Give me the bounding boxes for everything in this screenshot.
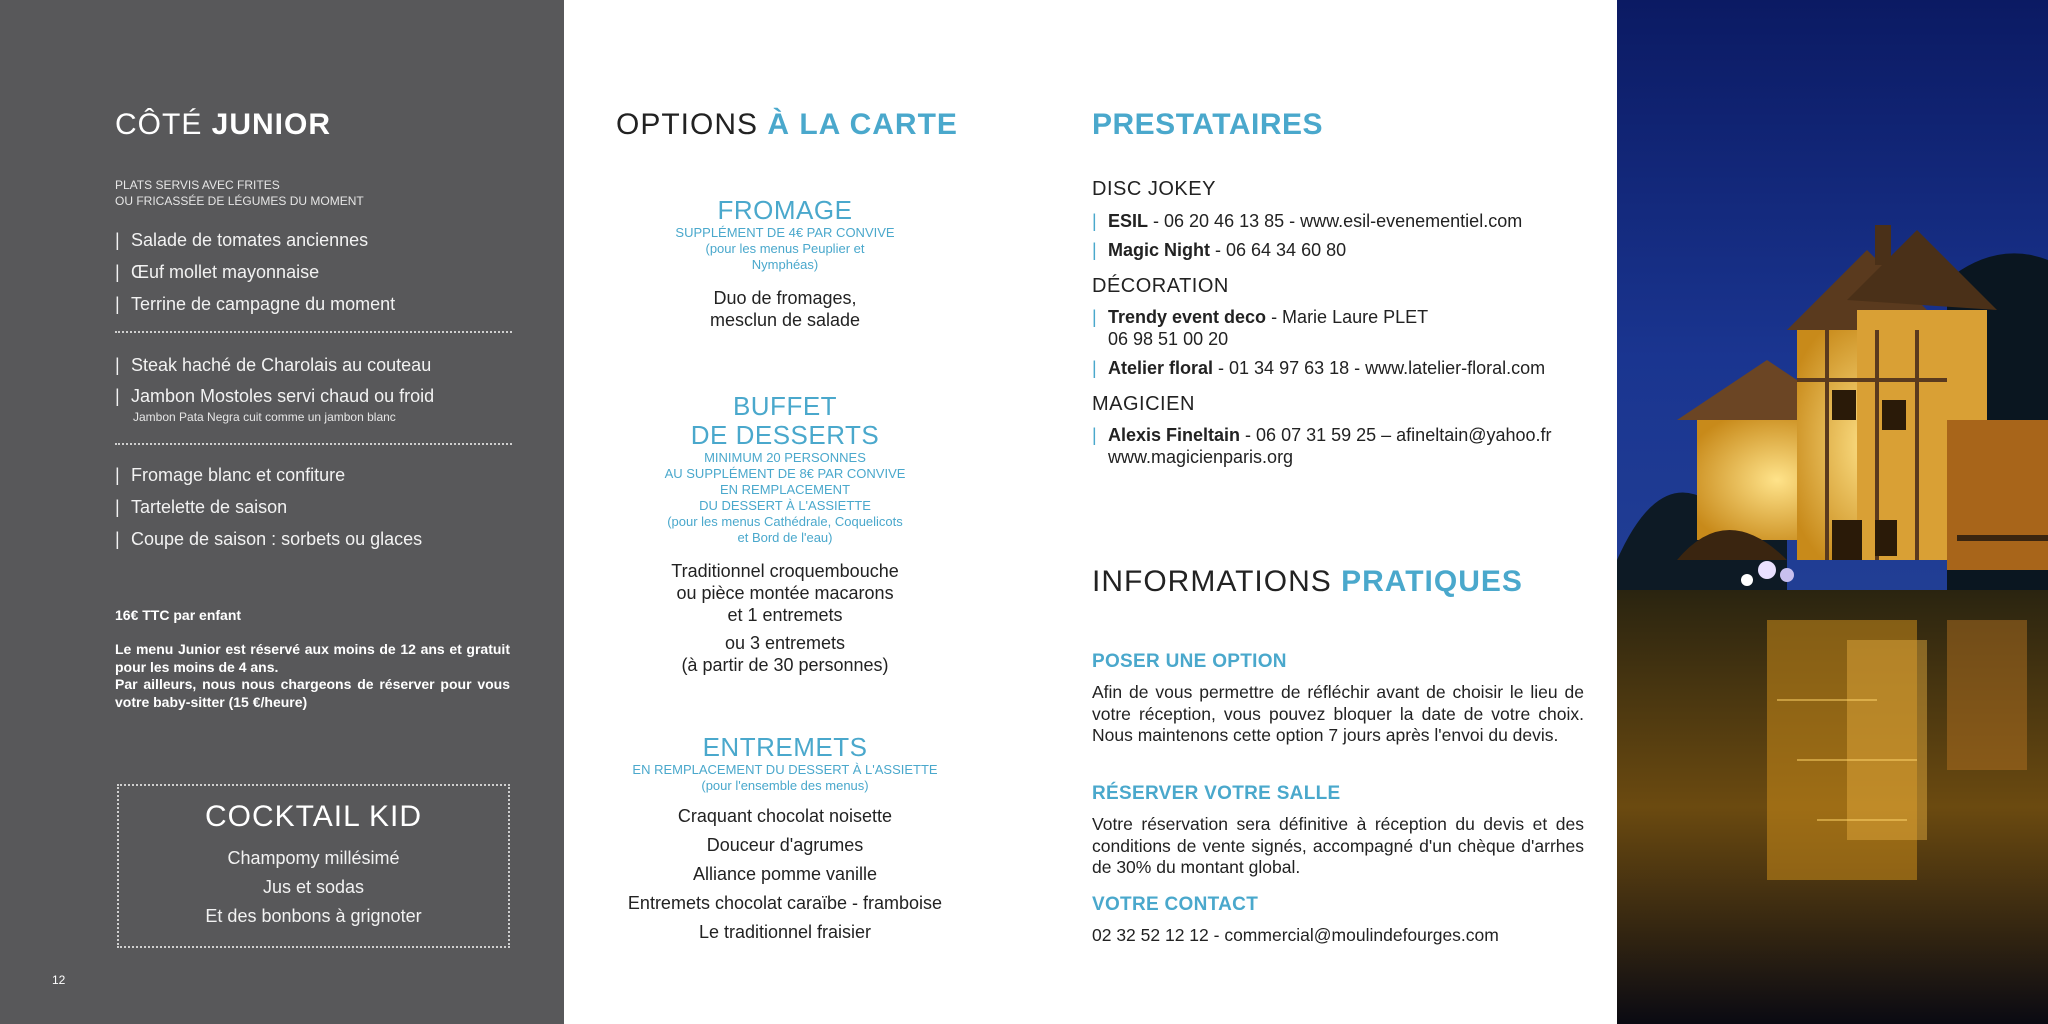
list-item: | Jambon Mostoles servi chaud ou froid <box>115 386 435 406</box>
provider-alexis: | Alexis Fineltain - 06 07 31 59 25 – afineltain@yahoo.fr www.magicienparis.org <box>1092 425 1552 467</box>
list-item: | Œuf mollet mayonnaise <box>115 262 320 282</box>
entremets-title: ENTREMETS <box>702 732 868 762</box>
list-item: Douceur d'agrumes <box>706 835 864 855</box>
reserver-text: Votre réservation sera définitive à réception du devis et des conditions de vente signés, accompagné d'un chèque d'arrhes de 30% du montant global. <box>1092 814 1584 877</box>
page-number: 12 <box>52 973 66 987</box>
junior-desserts <box>115 459 510 555</box>
option-text: Afin de vous permettre de réfléchir avant de choisir le lieu de votre réception, vous pouvez bloquer la date de votre choix. Nous maintenons cette option 7 jours après l'envoi du devis. <box>1092 682 1584 745</box>
list-item: Alliance pomme vanille <box>692 864 878 884</box>
options-title: OPTIONS À LA CARTE <box>616 108 958 141</box>
category-dj: DISC JOKEY <box>1092 178 1216 200</box>
list-item: Jus et sodas <box>262 877 365 897</box>
provider-atelier-floral: | Atelier floral - 01 34 97 63 18 - www.latelier-floral.com <box>1092 358 1546 378</box>
list-item: | Fromage blanc et confiture <box>115 465 346 485</box>
prestataires-title: PRESTATAIRES <box>1092 108 1324 141</box>
list-item: Le traditionnel fraisier <box>698 922 872 942</box>
reserver-heading: RÉSERVER VOTRE SALLE <box>1092 783 1341 804</box>
list-item: Et des bonbons à grignoter <box>205 906 422 926</box>
junior-price: 16€ TTC par enfant <box>115 607 242 623</box>
fromage-title: FROMAGE <box>717 195 853 225</box>
list-item-note: Jambon Pata Negra cuit comme un jambon blanc <box>133 410 396 424</box>
divider <box>115 443 512 445</box>
cocktail-kid-title: COCKTAIL KID <box>204 800 423 833</box>
junior-panel <box>0 0 564 1024</box>
buffet-section: BUFFET DE DESSERTS MINIMUM 20 PERSONNES AU SUPPLÉMENT DE 8€ PAR CONVIVE EN REMPLACEMENT DU DESSERT À L'ASSIETTE (pour les menus Cathédrale, Coquelicots et Bord de l'eau) Traditionnel croquembouche ou pièce montée macarons et 1 entremets ou 3 entremets (à partir de 30 personnes) <box>600 392 970 676</box>
provider-esil: | ESIL - 06 20 46 13 85 - www.esil-evenementiel.com <box>1092 211 1523 231</box>
list-item: | Steak haché de Charolais au couteau <box>115 355 432 375</box>
list-item: Champomy millésimé <box>227 848 400 868</box>
option-heading: POSER UNE OPTION <box>1092 651 1287 672</box>
category-decoration: DÉCORATION <box>1092 275 1229 297</box>
buffet-title: BUFFET <box>732 391 838 421</box>
junior-title: CÔTÉ JUNIOR <box>115 108 332 141</box>
informations-title: INFORMATIONS PRATIQUES <box>1092 565 1523 598</box>
divider <box>115 331 512 333</box>
contact-heading: VOTRE CONTACT <box>1092 894 1259 915</box>
junior-mains <box>115 349 510 423</box>
list-item: | Tartelette de saison <box>115 497 288 517</box>
fromage-section: FROMAGE SUPPLÉMENT DE 4€ PAR CONVIVE (pour les menus Peuplier et Nymphéas) Duo de fromages, mesclun de salade <box>600 196 970 331</box>
mill-photo <box>1617 0 2048 1024</box>
entremets-section: ENTREMETS EN REMPLACEMENT DU DESSERT À L'ASSIETTE (pour l'ensemble des menus) Craquant chocolat noisette Douceur d'agrumes Alliance pomme vanille Entremets chocolat caraïbe - framboise Le traditionnel fraisier <box>600 733 970 947</box>
list-item: | Coupe de saison : sorbets ou glaces <box>115 529 423 549</box>
list-item: | Terrine de campagne du moment <box>115 294 396 314</box>
junior-subtitle: PLATS SERVIS AVEC FRITES OU FRICASSÉE DE LÉGUMES DU MOMENT <box>115 178 364 208</box>
contact-text: 02 32 52 12 12 - commercial@moulindefourges.com <box>1092 925 1499 945</box>
list-item: Entremets chocolat caraïbe - framboise <box>627 893 943 913</box>
junior-info: Le menu Junior est réservé aux moins de 12 ans et gratuit pour les moins de 4 ans. Par ailleurs, nous nous chargeons de réserver pour vous votre baby-sitter (15 €/heure) <box>115 641 510 710</box>
list-item: | Salade de tomates anciennes <box>115 230 369 250</box>
category-magicien: MAGICIEN <box>1092 393 1195 415</box>
provider-magic-night: | Magic Night - 06 64 34 60 80 <box>1092 240 1347 260</box>
list-item: Craquant chocolat noisette <box>677 806 893 826</box>
cocktail-kid-box <box>117 784 510 948</box>
junior-starters <box>115 224 510 320</box>
provider-trendy: | Trendy event deco - Marie Laure PLET 06 98 51 00 20 <box>1092 307 1429 349</box>
